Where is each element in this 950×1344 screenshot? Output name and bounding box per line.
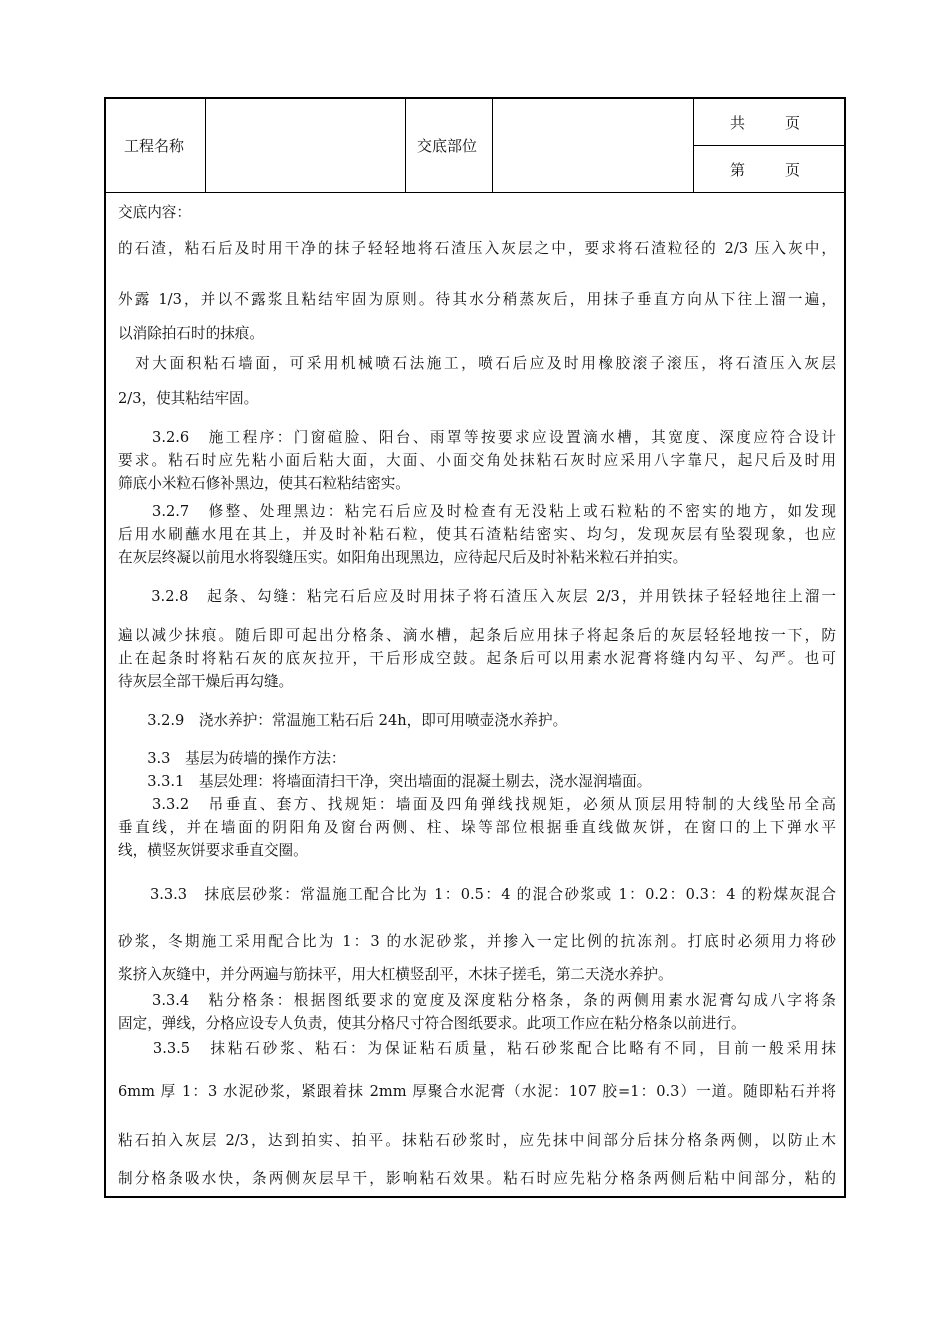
content-line: 浆挤入灰缝中，并分两遍与筋抹平，用大杠横竖刮平，木抹子搓毛，第二天浇水养护。 — [118, 966, 673, 983]
header-divider-4 — [693, 99, 694, 192]
content-line: 3.3.3 抹底层砂浆：常温施工配合比为 1：0.5：4 的混合砂浆或 1：0.2：0.3：4 的粉煤灰混合 — [118, 886, 836, 903]
content-line: 在灰层终凝以前甩水将裂缝压实。如阳角出现黑边，应待起尺后及时补粘米粒石并拍实。 — [118, 549, 688, 566]
content-line: 3.3 基层为砖墙的操作方法： — [118, 750, 346, 767]
content-line: 砂浆，冬期施工采用配合比为 1：3 的水泥砂浆，并掺入一定比例的抗冻剂。打底时必须用力将砂 — [118, 933, 836, 950]
total-pages-prefix: 共 — [730, 114, 746, 132]
content-line: 3.2.8 起条、勾缝：粘完石后应及时用抹子将石渣压入灰层 2/3，并用铁抹子轻轻地往上溜一 — [118, 588, 836, 605]
content-line: 对大面积粘石墙面，可采用机械喷石法施工，喷石后应及时用橡胶滚子滚压，将石渣压入灰层 — [118, 355, 836, 372]
current-page-prefix: 第 — [730, 161, 746, 179]
content-line: 3.3.4 粘分格条：根据图纸要求的宽度及深度粘分格条，条的两侧用素水泥膏勾成八字将条 — [118, 992, 836, 1009]
page-cell-divider — [693, 145, 844, 146]
content-title: 交底内容： — [118, 204, 191, 221]
disclosure-form — [104, 97, 846, 1198]
total-pages — [730, 114, 800, 132]
total-pages-suffix: 页 — [785, 114, 801, 132]
content-line: 要求。粘石时应先粘小面后粘大面，大面、小面交角处抹粘石灰时应采用八字靠尺，起尺后及时用 — [118, 452, 836, 469]
current-page — [730, 161, 800, 179]
header-divider-2 — [405, 99, 406, 192]
content-line: 3.2.9 浇水养护：常温施工粘石后 24h，即可用喷壶浇水养护。 — [118, 712, 568, 729]
header-divider-1 — [205, 99, 206, 192]
content-line: 2/3，使其粘结牢固。 — [118, 390, 259, 407]
header-bottom-border — [106, 192, 844, 193]
project-name-label: 工程名称 — [124, 137, 185, 155]
content-line: 6mm 厚 1：3 水泥砂浆，紧跟着抹 2mm 厚聚合水泥膏（水泥：107 胶=1：0.3）一道。随即粘石并将 — [118, 1083, 836, 1100]
content-line: 制分格条吸水快，条两侧灰层早干，影响粘石效果。粘石时应先粘分格条两侧后粘中间部分，粘的 — [118, 1170, 836, 1187]
content-line: 线，横竖灰饼要求垂直交圈。 — [118, 842, 308, 859]
content-line: 3.3.5 抹粘石砂浆、粘石：为保证粘石质量，粘石砂浆配合比略有不同，目前一般采用抹 — [118, 1040, 836, 1057]
content-line: 3.2.6 施工程序：门窗碹脸、阳台、雨罩等按要求应设置滴水槽，其宽度、深度应符合设计 — [118, 429, 836, 446]
content-line: 筛底小米粒石修补黑边，使其石粒粘结密实。 — [118, 475, 410, 492]
location-label: 交底部位 — [417, 137, 478, 155]
content-line: 待灰层全部干燥后再勾缝。 — [118, 673, 294, 690]
content-line: 垂直线，并在墙面的阴阳角及窗台两侧、柱、垛等部位根据垂直线做灰饼，在窗口的上下弹水平 — [118, 819, 836, 836]
content-line: 以消除拍石时的抹痕。 — [118, 325, 264, 342]
content-line: 遍以减少抹痕。随后即可起出分格条、滴水槽，起条后应用抹子将起条后的灰层轻轻地按一下，防 — [118, 627, 836, 644]
content-line: 3.3.2 吊垂直、套方、找规矩：墙面及四角弹线找规矩，必须从顶层用特制的大线坠吊全高 — [118, 796, 836, 813]
content-line: 粘石拍入灰层 2/3，达到拍实、拍平。抹粘石砂浆时，应先抹中间部分后抹分格条两侧，以防止木 — [118, 1132, 836, 1149]
content-line: 外露 1/3，并以不露浆且粘结牢固为原则。待其水分稍蒸灰后，用抹子垂直方向从下往上溜一遍， — [118, 291, 836, 308]
current-page-suffix: 页 — [785, 161, 801, 179]
content-line: 固定，弹线，分格应设专人负责，使其分格尺寸符合图纸要求。此项工作应在粘分格条以前进行。 — [118, 1015, 746, 1032]
content-line: 的石渣，粘石后及时用干净的抹子轻轻地将石渣压入灰层之中，要求将石渣粒径的 2/3 压入灰中， — [118, 240, 836, 257]
header-divider-3 — [492, 99, 493, 192]
content-line: 3.2.7 修整、处理黑边：粘完石后应及时检查有无没粘上或石粒粘的不密实的地方，如发现 — [118, 503, 836, 520]
content-line: 后用水刷蘸水甩在其上，并及时补粘石粒，使其石渣粘结密实、均匀，发现灰层有坠裂现象，也应 — [118, 526, 836, 543]
content-line: 止在起条时将粘石灰的底灰拉开，干后形成空鼓。起条后可以用素水泥膏将缝内勾平、勾严。也可 — [118, 650, 836, 667]
content-line: 3.3.1 基层处理：将墙面清扫干净，突出墙面的混凝土剔去，浇水湿润墙面。 — [118, 773, 652, 790]
